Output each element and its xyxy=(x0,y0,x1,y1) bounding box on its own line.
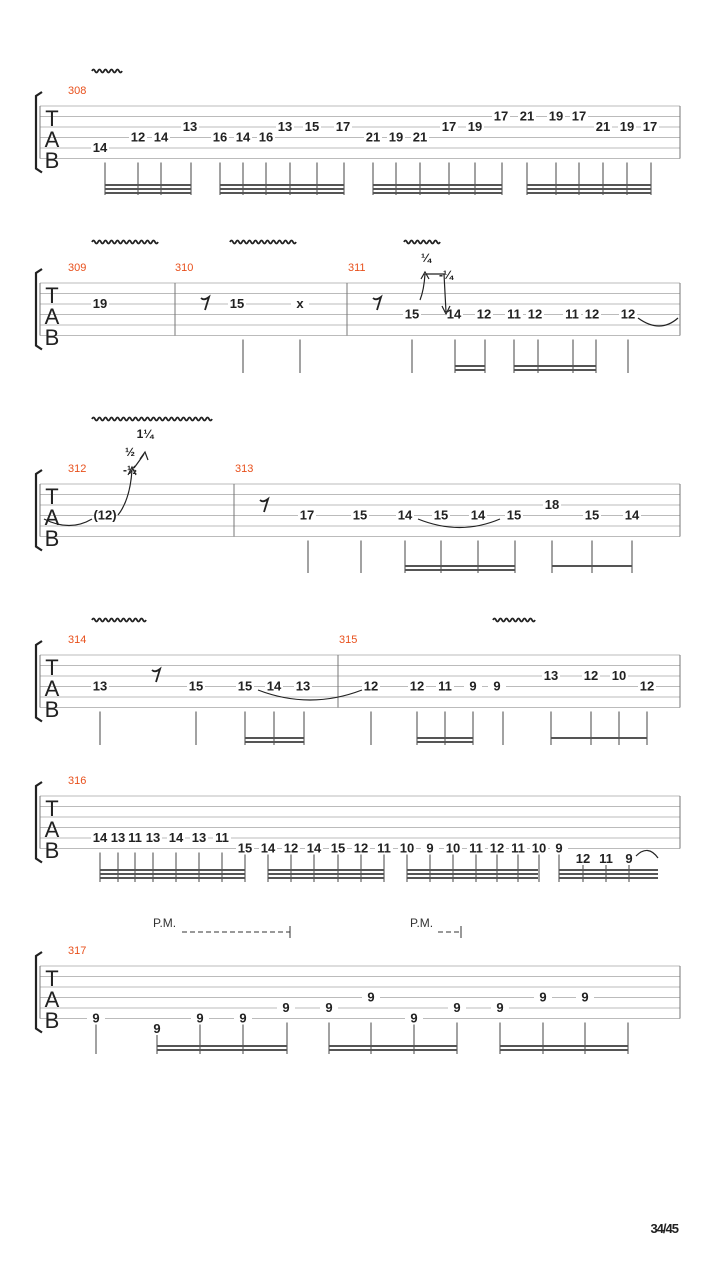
fret-number: 14 xyxy=(470,507,486,523)
measure-number: 308 xyxy=(68,85,87,97)
fret-number: 9 xyxy=(153,1021,161,1036)
fret-number: 11 xyxy=(215,830,229,845)
fret-number: 11 xyxy=(438,678,452,694)
fret-number: 17 xyxy=(441,119,457,134)
tie-curve xyxy=(636,850,658,858)
measure-number: 313 xyxy=(235,463,254,475)
fret-number: 19 xyxy=(548,108,564,124)
fret-number: 12 xyxy=(283,840,299,856)
tab-clef-letter: B xyxy=(44,325,60,350)
fret-number: 9 xyxy=(92,1010,100,1026)
fret-number: 12 xyxy=(363,678,379,694)
fret-number: 15 xyxy=(584,507,600,523)
bend-label: 1¼ xyxy=(136,427,154,441)
fret-number: 12 xyxy=(583,668,599,683)
fret-number: 9 xyxy=(555,840,563,856)
measure-number: 315 xyxy=(339,634,358,646)
fret-number: 21 xyxy=(412,129,428,145)
fret-number: 11 xyxy=(507,306,521,322)
fret-number: 15 xyxy=(237,678,253,694)
fret-number: 14 xyxy=(168,830,184,845)
fret-number: 19 xyxy=(92,296,108,311)
vibrato-mark xyxy=(493,619,535,622)
tab-clef-letter: B xyxy=(44,838,60,863)
fret-number: 15 xyxy=(304,119,320,134)
tab-clef-letter: T xyxy=(45,655,59,680)
system-bracket xyxy=(36,92,42,173)
fret-number: 16 xyxy=(258,129,274,145)
fret-number: 11 xyxy=(565,306,579,322)
measure-number: 316 xyxy=(68,775,87,787)
vibrato-mark xyxy=(404,241,440,244)
fret-number: 9 xyxy=(426,840,434,856)
fret-number: 15 xyxy=(237,840,253,856)
fret-number: 9 xyxy=(469,678,477,694)
fret-number: 12 xyxy=(409,678,425,694)
tab-clef-letter: T xyxy=(45,283,59,308)
system-bracket xyxy=(36,641,42,722)
tab-clef-letter: T xyxy=(45,106,59,131)
tab-clef-letter: A xyxy=(44,987,60,1012)
fret-number: 9 xyxy=(410,1010,418,1026)
fret-number: 13 xyxy=(543,668,559,683)
bend-label: ¼ xyxy=(420,251,432,265)
fret-number: 21 xyxy=(519,108,535,124)
fret-number: 19 xyxy=(388,129,404,145)
fret-number: 9 xyxy=(581,989,589,1005)
system-bracket xyxy=(36,952,42,1033)
palm-mute-label: P.M. xyxy=(410,916,434,930)
tab-clef-letter: B xyxy=(44,148,60,173)
bend-arrow xyxy=(420,272,429,300)
fret-number: 9 xyxy=(493,678,501,694)
vibrato-mark xyxy=(230,241,296,244)
fret-number: 15 xyxy=(330,840,346,856)
tab-clef-letter: A xyxy=(44,127,60,152)
fret-number: 10 xyxy=(399,840,415,856)
tab-clef-letter: T xyxy=(45,966,59,991)
fret-number: 9 xyxy=(282,1000,290,1015)
page-number: 34/45 xyxy=(650,1221,678,1236)
fret-number: 15 xyxy=(433,507,449,523)
fret-number: 13 xyxy=(145,830,161,845)
tab-clef-letter: B xyxy=(44,526,60,551)
fret-number: 11 xyxy=(599,851,613,866)
fret-number: 9 xyxy=(625,851,633,866)
system-bracket xyxy=(36,269,42,350)
fret-number: 17 xyxy=(335,119,351,134)
bend-label: ½ xyxy=(124,445,136,459)
bend-arrow xyxy=(134,452,148,468)
bend-label: -¼ xyxy=(438,268,454,282)
fret-number: 10 xyxy=(531,840,547,856)
fret-number: 15 xyxy=(352,507,368,523)
fret-number: 17 xyxy=(493,108,509,124)
vibrato-mark xyxy=(92,619,146,622)
system-bracket xyxy=(36,470,42,551)
fret-number: 12 xyxy=(130,129,146,145)
fret-number: 12 xyxy=(489,840,505,856)
fret-number: 9 xyxy=(539,989,547,1005)
bend-label: -½ xyxy=(122,463,138,477)
fret-number: 18 xyxy=(544,497,560,512)
fret-number: 14 xyxy=(235,129,251,145)
fret-number: 14 xyxy=(306,840,322,856)
fret-number: 12 xyxy=(527,306,543,322)
fret-number: 15 xyxy=(229,296,245,311)
fret-number: 21 xyxy=(595,119,611,134)
fret-number: 12 xyxy=(476,306,492,322)
tab-clef-letter: B xyxy=(44,1008,60,1033)
fret-number: 15 xyxy=(404,306,420,322)
tab-clef-letter: A xyxy=(44,505,60,530)
fret-number: 14 xyxy=(92,830,108,845)
fret-number: 19 xyxy=(619,119,635,134)
vibrato-mark xyxy=(92,241,158,244)
fret-number: 10 xyxy=(445,840,461,856)
measure-number: 317 xyxy=(68,945,87,957)
system-bracket xyxy=(36,782,42,863)
fret-number: 11 xyxy=(469,840,483,856)
measure-number: 312 xyxy=(68,463,87,475)
fret-number: 9 xyxy=(325,1000,333,1015)
fret-number: 9 xyxy=(196,1010,204,1026)
fret-number: 14 xyxy=(92,140,108,155)
measure-number: 310 xyxy=(175,262,194,274)
fret-number: 15 xyxy=(506,507,522,523)
fret-number: 13 xyxy=(191,830,207,845)
fret-number: 11 xyxy=(511,840,525,856)
fret-number: 11 xyxy=(128,830,142,845)
fret-number: 9 xyxy=(496,1000,504,1015)
fret-number: 11 xyxy=(377,840,391,856)
measure-number: 311 xyxy=(348,262,366,274)
fret-number: 10 xyxy=(611,668,627,683)
measure-number: 309 xyxy=(68,262,87,274)
fret-number: 12 xyxy=(584,306,600,322)
vibrato-mark xyxy=(92,70,122,73)
tab-clef-letter: A xyxy=(44,817,60,842)
tab-clef-letter: A xyxy=(44,676,60,701)
fret-number: 13 xyxy=(277,119,293,134)
fret-number: 12 xyxy=(575,851,591,866)
tab-clef-letter: T xyxy=(45,484,59,509)
fret-number: 14 xyxy=(266,678,282,694)
fret-number: 13 xyxy=(182,119,198,134)
fret-number: 14 xyxy=(446,306,462,322)
palm-mute-label: P.M. xyxy=(153,916,177,930)
measure-number: 314 xyxy=(68,634,87,646)
fret-number: 21 xyxy=(365,129,381,145)
fret-number: 14 xyxy=(624,507,640,523)
vibrato-mark xyxy=(92,418,212,421)
tab-clef-letter: B xyxy=(44,697,60,722)
fret-number: 13 xyxy=(110,830,126,845)
fret-number: 14 xyxy=(153,129,169,145)
fret-number: 12 xyxy=(620,306,636,322)
fret-number: 15 xyxy=(188,678,204,694)
fret-number: 14 xyxy=(397,507,413,523)
fret-number: 14 xyxy=(260,840,276,856)
fret-number: (12) xyxy=(93,507,117,523)
fret-number: 16 xyxy=(212,129,228,145)
fret-number: 13 xyxy=(295,678,311,694)
fret-number: 12 xyxy=(353,840,369,856)
fret-number: 9 xyxy=(239,1010,247,1026)
fret-number: 17 xyxy=(642,119,658,134)
fret-number: 19 xyxy=(467,119,483,134)
fret-number: 17 xyxy=(299,507,315,523)
fret-number: 12 xyxy=(639,678,655,694)
fret-number: 13 xyxy=(92,678,108,694)
fret-number: 9 xyxy=(367,989,375,1005)
fret-number: 9 xyxy=(453,1000,461,1015)
tab-clef-letter: A xyxy=(44,304,60,329)
fret-number: 17 xyxy=(571,108,587,124)
tab-clef-letter: T xyxy=(45,796,59,821)
fret-number: x xyxy=(296,296,304,311)
